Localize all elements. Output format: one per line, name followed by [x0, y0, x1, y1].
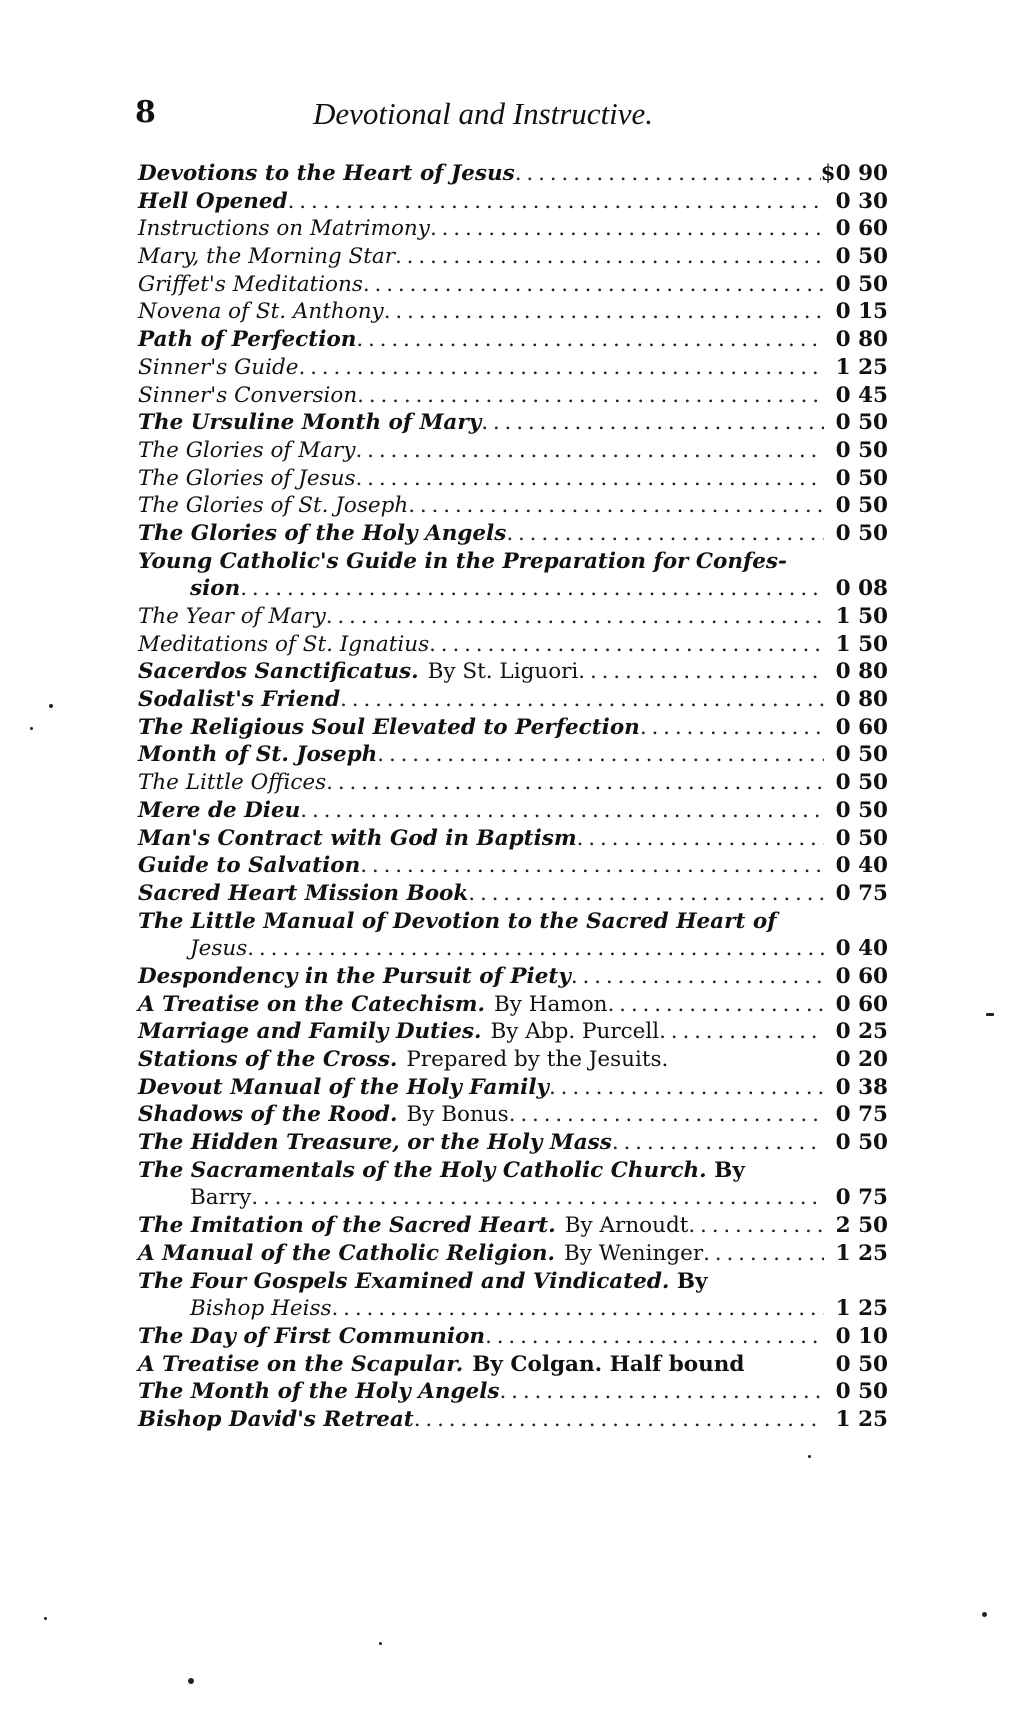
entry-title: The Glories of St. Joseph — [138, 493, 409, 519]
list-item — [138, 1212, 888, 1240]
dot-leader — [355, 437, 824, 465]
entry-title: Path of Perfection — [138, 327, 357, 353]
scan-speck — [982, 1612, 987, 1617]
dot-leader — [300, 797, 824, 825]
running-title: Devotional and Instructive. — [313, 96, 654, 131]
dot-leader — [608, 991, 824, 1019]
entry-price: 1 25 — [835, 1296, 888, 1322]
dot-leader — [326, 603, 824, 631]
entry-title: Month of St. Joseph — [138, 742, 378, 768]
entry-title: A Treatise on the Scapular. — [138, 1351, 464, 1377]
list-item — [138, 1351, 888, 1379]
dot-leader — [549, 1074, 824, 1102]
entry-price: 0 40 — [835, 936, 888, 962]
entry-price: 1 25 — [835, 1240, 888, 1266]
list-item — [138, 1018, 888, 1046]
entry-price: 0 75 — [835, 1185, 888, 1211]
entry-title: Despondency in the Pursuit of Piety — [138, 963, 571, 989]
scan-speck — [379, 1642, 382, 1645]
dot-leader — [251, 1184, 824, 1212]
entry-title: The Imitation of the Sacred Heart. — [138, 1213, 556, 1239]
list-item — [138, 354, 888, 382]
entry-title: Mere de Dieu — [138, 797, 301, 823]
entry-title: Mary, the Morning Star — [138, 244, 395, 270]
list-item — [138, 465, 888, 493]
dot-leader — [485, 1323, 824, 1351]
list-item — [138, 658, 888, 686]
entry-price: 0 50 — [835, 410, 888, 436]
entry-price: 1 50 — [835, 631, 888, 657]
entry-price: 0 30 — [835, 188, 888, 214]
entry-title-line: Young Catholic's Guide in the Preparation for Confes- — [138, 548, 787, 574]
dot-leader — [577, 825, 824, 853]
entry-price: 0 50 — [835, 465, 888, 491]
dot-leader — [340, 686, 824, 714]
list-item — [138, 1046, 888, 1074]
list-item — [138, 215, 888, 243]
entry-price: 0 50 — [835, 770, 888, 796]
dot-leader — [360, 852, 824, 880]
list-item — [138, 437, 888, 465]
entry-price: 0 08 — [835, 576, 888, 602]
page-number: 8 — [135, 95, 156, 130]
entry-price: 0 60 — [835, 216, 888, 242]
list-item — [138, 1184, 888, 1212]
list-item — [138, 492, 888, 520]
scan-speck — [986, 1013, 994, 1016]
dot-leader — [612, 1129, 824, 1157]
entry-price: 0 75 — [835, 880, 888, 906]
entry-author: By Colgan. Half bound — [472, 1351, 745, 1377]
dot-leader — [247, 935, 824, 963]
list-item — [138, 603, 888, 631]
entry-author: Prepared by the Jesuits. — [406, 1047, 669, 1072]
entry-price: 0 10 — [835, 1323, 888, 1349]
entry-price: 0 25 — [835, 1019, 888, 1045]
entry-price: 0 45 — [835, 382, 888, 408]
entry-price: 0 20 — [835, 1047, 888, 1072]
entry-price: 0 38 — [835, 1074, 888, 1100]
entry-title: The Little Offices — [138, 770, 327, 796]
dot-leader — [506, 520, 824, 548]
entry-title: The Hidden Treasure, or the Holy Mass — [138, 1130, 612, 1156]
entry-title: The Ursuline Month of Mary — [138, 410, 482, 436]
dot-leader — [288, 188, 824, 216]
list-item — [138, 825, 888, 853]
entry-title: Instructions on Matrimony — [138, 216, 430, 242]
price-list — [138, 160, 888, 1434]
entry-price: 0 80 — [835, 687, 888, 713]
entry-price: 0 60 — [835, 714, 888, 740]
entry-price: $0 90 — [820, 161, 888, 186]
list-item — [138, 520, 888, 548]
dot-leader — [326, 769, 824, 797]
entry-title: Griffet's Meditations — [138, 271, 363, 297]
entry-title: Marriage and Family Duties. — [138, 1019, 482, 1045]
list-item — [138, 326, 888, 354]
dot-leader — [571, 963, 824, 991]
entry-title-line — [138, 1157, 888, 1185]
entry-title: Shadows of the Rood. — [138, 1102, 398, 1128]
dot-leader — [377, 741, 824, 769]
entry-title: The Four Gospels Examined and Vindicated. — [138, 1268, 670, 1294]
scan-speck — [188, 1678, 194, 1684]
dot-leader — [688, 1212, 824, 1240]
entry-title: Guide to Salvation — [138, 853, 361, 879]
dot-leader — [332, 1295, 824, 1323]
entry-price: 0 50 — [835, 825, 888, 851]
dot-leader — [384, 298, 824, 326]
list-item — [138, 409, 888, 437]
list-item — [138, 935, 888, 963]
list-item — [138, 243, 888, 271]
entry-price: 0 80 — [835, 327, 888, 353]
list-item — [138, 575, 888, 603]
entry-price: 0 50 — [835, 493, 888, 519]
entry-price: 0 50 — [835, 1130, 888, 1156]
scan-speck — [44, 1617, 47, 1620]
entry-title: Stations of the Cross. — [138, 1047, 398, 1072]
list-item — [138, 631, 888, 659]
dot-leader — [356, 326, 824, 354]
list-item — [138, 271, 888, 299]
entry-title: The Month of the Holy Angels — [138, 1379, 500, 1405]
entry-author: By Arnoudt — [564, 1213, 689, 1239]
entry-title: Sacerdos Sanctificatus. — [138, 659, 419, 685]
list-item — [138, 1378, 888, 1406]
entry-price: 0 50 — [835, 797, 888, 823]
dot-leader — [515, 160, 821, 188]
entry-title: Meditations of St. Ignatius — [138, 631, 430, 657]
entry-title: Jesus — [190, 936, 248, 962]
dot-leader — [468, 880, 824, 908]
list-item — [138, 880, 888, 908]
entry-price: 0 60 — [835, 991, 888, 1017]
dot-leader — [578, 658, 824, 686]
entry-price: 0 75 — [835, 1102, 888, 1128]
entry-title: Devout Manual of the Holy Family — [138, 1074, 549, 1100]
dot-leader — [500, 1378, 824, 1406]
entry-title: Novena of St. Anthony — [138, 299, 384, 325]
entry-title: A Treatise on the Catechism. — [138, 991, 485, 1017]
entry-price: 1 50 — [835, 604, 888, 629]
entry-title: Hell Opened — [138, 188, 288, 214]
list-item — [138, 298, 888, 326]
list-item — [138, 160, 888, 188]
entry-author: By St. Liguori — [427, 659, 579, 685]
entry-price: 0 50 — [835, 1351, 888, 1377]
list-item — [138, 714, 888, 742]
list-item — [138, 188, 888, 216]
list-item — [138, 963, 888, 991]
dot-leader — [509, 1101, 824, 1129]
entry-title: The Glories of Mary — [138, 437, 356, 463]
list-item — [138, 1323, 888, 1351]
entry-author: By Weninger — [563, 1240, 704, 1266]
entry-price: 2 50 — [835, 1213, 888, 1239]
dot-leader — [414, 1406, 824, 1434]
list-item — [138, 1406, 888, 1434]
entry-price: 0 40 — [835, 853, 888, 879]
entry-author: Barry — [190, 1185, 252, 1211]
entry-title: Sinner's Guide — [138, 354, 299, 380]
list-item — [138, 741, 888, 769]
entry-title: The Day of First Communion — [138, 1323, 486, 1349]
entry-title: The Year of Mary — [138, 604, 326, 629]
scan-speck — [808, 1455, 811, 1458]
entry-title: Sacred Heart Mission Book — [138, 880, 469, 906]
entry-title: A Manual of the Catholic Religion. — [138, 1240, 555, 1266]
dot-leader — [429, 631, 824, 659]
dot-leader — [481, 409, 824, 437]
list-item — [138, 991, 888, 1019]
entry-price: 0 50 — [835, 1379, 888, 1405]
dot-leader — [357, 382, 824, 410]
entry-price: 1 25 — [835, 354, 888, 380]
list-item — [138, 382, 888, 410]
entry-title: Bishop David's Retreat — [138, 1406, 414, 1432]
entry-author: By Abp. Purcell — [490, 1019, 660, 1045]
list-item — [138, 1074, 888, 1102]
entry-price: 0 50 — [835, 271, 888, 297]
list-item — [138, 686, 888, 714]
entry-price: 0 60 — [835, 963, 888, 989]
entry-price: 0 15 — [835, 299, 888, 325]
entry-title: The Sacramentals of the Holy Catholic Church. — [138, 1157, 707, 1183]
list-item — [138, 852, 888, 880]
entry-price: 0 50 — [835, 742, 888, 768]
entry-title: Devotions to the Heart of Jesus — [138, 161, 515, 186]
entry-price: 0 50 — [835, 437, 888, 463]
entry-author: By Bonus — [406, 1102, 509, 1128]
list-item — [138, 1101, 888, 1129]
dot-leader — [430, 215, 824, 243]
dot-leader — [703, 1240, 824, 1268]
entry-title: Sodalist's Friend — [138, 687, 341, 713]
list-item — [138, 1295, 888, 1323]
dot-leader — [355, 465, 824, 493]
entry-price: 0 80 — [835, 659, 888, 685]
list-item — [138, 1240, 888, 1268]
scan-speck — [49, 704, 53, 708]
list-item — [138, 769, 888, 797]
entry-title: sion — [190, 576, 241, 602]
entry-title: The Glories of the Holy Angels — [138, 520, 507, 546]
dot-leader — [298, 354, 824, 382]
dot-leader — [240, 575, 824, 603]
entry-title-line: The Little Manual of Devotion to the Sacred Heart of — [138, 908, 777, 934]
dot-leader — [408, 492, 824, 520]
entry-author: By — [714, 1157, 745, 1183]
dot-leader — [363, 271, 824, 299]
entry-title: Sinner's Conversion — [138, 382, 358, 408]
list-item — [138, 1129, 888, 1157]
entry-title: Man's Contract with God in Baptism — [138, 825, 577, 851]
entry-title-line — [138, 1268, 888, 1296]
dot-leader — [395, 243, 824, 271]
entry-price: 0 50 — [835, 244, 888, 270]
entry-author: By Hamon — [493, 991, 608, 1017]
dot-leader — [659, 1018, 824, 1046]
entry-title: The Glories of Jesus — [138, 465, 356, 491]
entry-author: By — [676, 1268, 708, 1294]
entry-price: 0 50 — [835, 520, 888, 546]
scan-speck — [30, 727, 33, 730]
entry-price: 1 25 — [835, 1406, 888, 1432]
dot-leader — [640, 714, 824, 742]
entry-title: The Religious Soul Elevated to Perfection — [138, 714, 640, 740]
list-item — [138, 797, 888, 825]
entry-title: Bishop Heiss — [190, 1296, 332, 1322]
